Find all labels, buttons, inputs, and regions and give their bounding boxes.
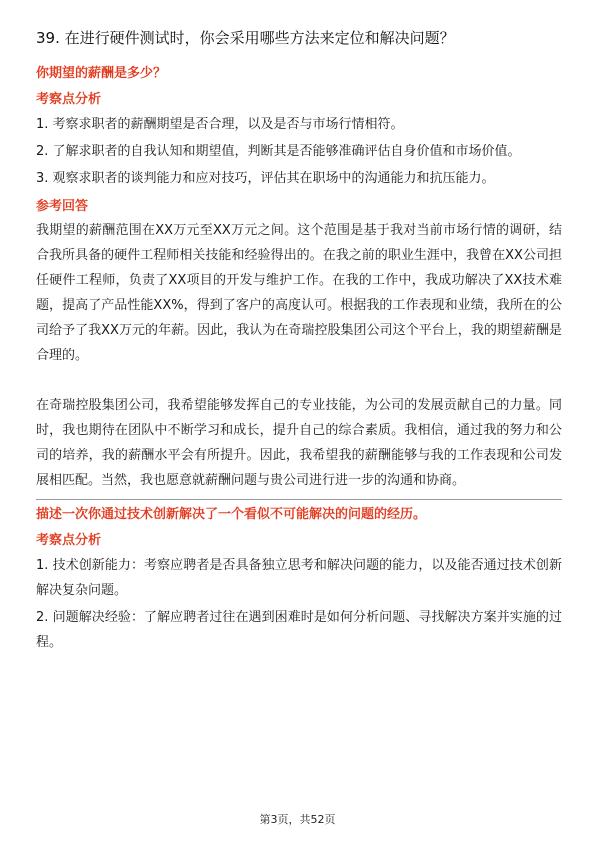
content-body: [36, 62, 562, 655]
q1-analysis-item: 2. 了解求职者的自我认知和期望值，判断其是否能够准确评估自身价值和市场价值。: [36, 144, 521, 159]
q1-analysis-heading: 考察点分析: [36, 92, 102, 107]
q1-analysis-item: 3. 观察求职者的谈判能力和应对技巧，评估其在职场中的沟通能力和抗压能力。: [36, 171, 495, 186]
q2-analysis-heading: 考察点分析: [36, 533, 102, 548]
q2-analysis-item: 2. 问题解决经验：了解应聘者过往在遇到困难时是如何分析问题、寻找解决方案并实施的过程。: [36, 610, 562, 650]
q1-answer-heading: 参考回答: [36, 199, 89, 214]
q1-analysis-list: [36, 112, 562, 191]
q2-question: 描述一次你通过技术创新解决了一个看似不可能解决的问题的经历。: [36, 507, 427, 522]
q2-analysis-item: 1. 技术创新能力：考察应聘者是否具备独立思考和解决问题的能力，以及能否通过技术创新解决复杂问题。: [36, 558, 562, 598]
page-footer: 第3页，共52页: [259, 813, 336, 826]
question-title: 39. 在进行硬件测试时，你会采用哪些方法来定位和解决问题？: [36, 29, 455, 47]
q1-question: 你期望的薪酬是多少？: [36, 66, 167, 81]
section-divider: [36, 499, 562, 500]
q1-analysis-item: 1. 考察求职者的薪酬期望是否合理，以及是否与市场行情相符。: [36, 117, 404, 132]
q2-analysis-list: [36, 553, 562, 655]
q1-answer-paragraph: 我期望的薪酬范围在XX万元至XX万元之间。这个范围是基于我对当前市场行情的调研，结合我所具备的硬件工程师相关技能和经验得出的。在我之前的职业生涯中，我曾在XX公司担任硬件工程师，负责了XX项目的开发与维护工作。在我的工作中，我成功解决了XX技术难题，提高了产品性能XX%，得到了客户的高度认可。根据我的工作表现和业绩，我所在的公司给予了我XX万元的年薪。因此，我认为在奇瑞控股集团公司这个平台上，我的期望薪酬是合理的。: [36, 223, 562, 363]
q1-answer-paragraph: 在奇瑞控股集团公司，我希望能够发挥自己的专业技能，为公司的发展贡献自己的力量。同时，我也期待在团队中不断学习和成长，提升自己的综合素质。我相信，通过我的努力和公司的培养，我的薪酬水平会有所提升。因此，我希望我的薪酬能够与我的工作表现和公司发展相匹配。当然，我也愿意就薪酬问题与贵公司进行进一步的沟通和协商。: [36, 398, 562, 488]
